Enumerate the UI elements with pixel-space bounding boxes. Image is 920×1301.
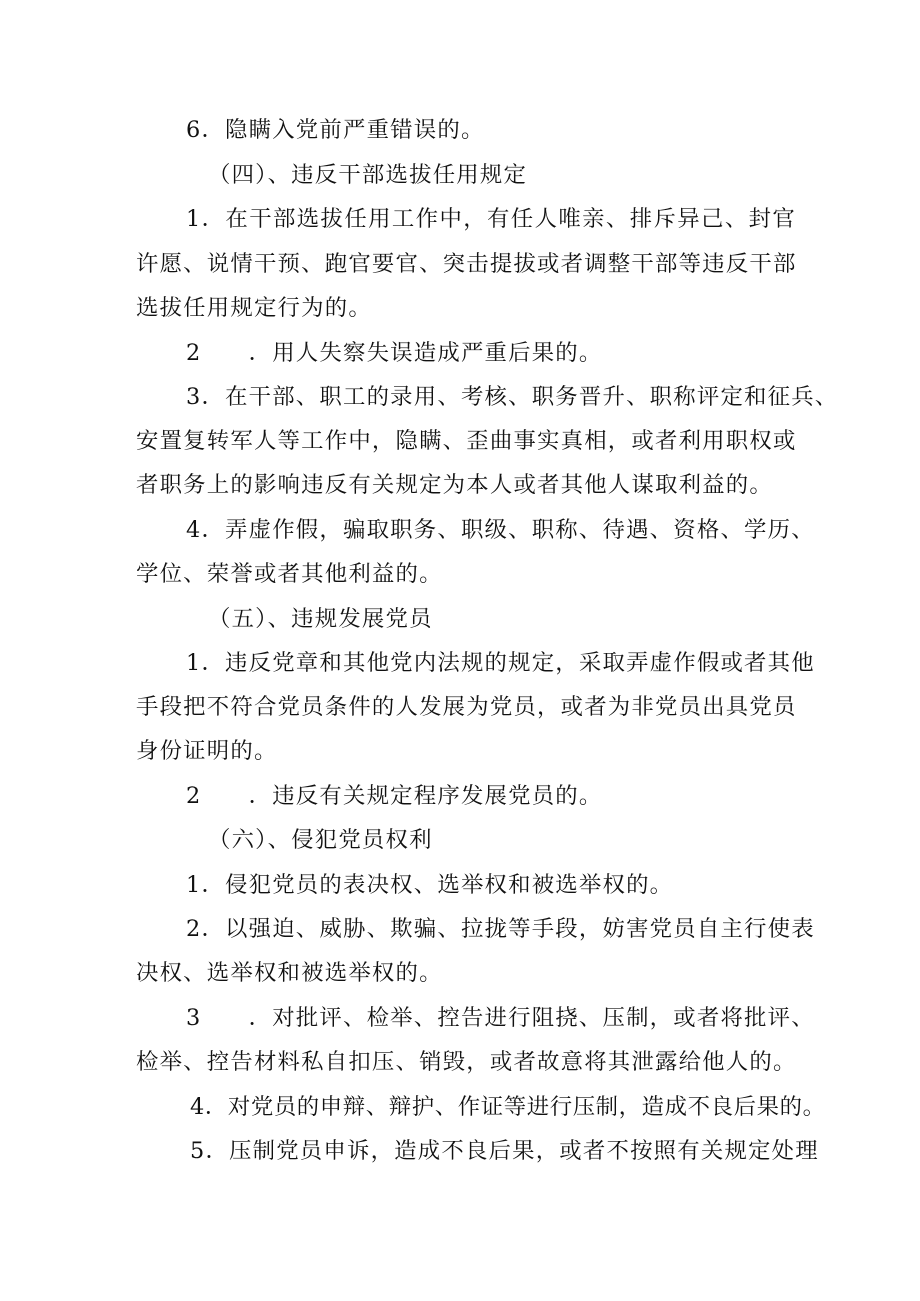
item-4-line-1: 4．弄虚作假，骗取职务、职级、职称、待遇、资格、学历、 (186, 517, 815, 543)
item-1-line-3: 选拔任用规定行为的。 (136, 295, 372, 321)
item-2-line-1: 2．以强迫、威胁、欺骗、拉拢等手段，妨害党员自主行使表 (186, 916, 815, 942)
section-heading-5: （五）、违规发展党员 (208, 606, 433, 632)
item-3-line-2: 安置复转军人等工作中，隐瞒、歪曲事实真相，或者利用职权或 (136, 428, 797, 454)
item-3-line-2: 检举、控告材料私自扣压、销毁，或者故意将其泄露给他人的。 (136, 1049, 797, 1075)
item-3-line-1: 3．在干部、职工的录用、考核、职务晋升、职称评定和征兵、 (186, 384, 839, 410)
item-1-line-1: 1．在干部选拔任用工作中，有任人唯亲、排斥异己、封官 (186, 206, 796, 232)
item-1-line-2: 手段把不符合党员条件的人发展为党员，或者为非党员出具党员 (136, 694, 797, 720)
item-2-line-2: 决权、选举权和被选举权的。 (136, 960, 443, 986)
item-1-line-3: 身份证明的。 (136, 738, 278, 764)
item-4-line-2: 学位、荣誉或者其他利益的。 (136, 561, 443, 587)
item-4-line-1: 4．对党员的申辩、辩护、作证等进行压制，造成不良后果的。 (190, 1094, 826, 1120)
section-heading-4: （四）、违反干部选拔任用规定 (208, 162, 528, 188)
item-3-line-3: 者职务上的影响违反有关规定为本人或者其他人谋取利益的。 (136, 472, 773, 498)
item-6-hiding-errors: 6．隐瞒入党前严重错误的。 (186, 117, 485, 143)
item-2-line-1: 2 ．用人失察失误造成严重后果的。 (186, 340, 603, 366)
item-3-line-1: 3 ．对批评、检举、控告进行阻挠、压制，或者将批评、 (186, 1005, 815, 1031)
item-1-line-1: 1．侵犯党员的表决权、选举权和被选举权的。 (186, 872, 674, 898)
section-heading-6: （六）、侵犯党员权利 (208, 827, 433, 853)
item-2-line-1: 2 ．违反有关规定程序发展党员的。 (186, 783, 603, 809)
item-1-line-2: 许愿、说情干预、跑官要官、突击提拔或者调整干部等违反干部 (136, 251, 797, 277)
item-1-line-1: 1．违反党章和其他党内法规的规定，采取弄虚作假或者其他 (186, 650, 815, 676)
item-5-line-1: 5．压制党员申诉，造成不良后果，或者不按照有关规定处理 (190, 1138, 819, 1164)
